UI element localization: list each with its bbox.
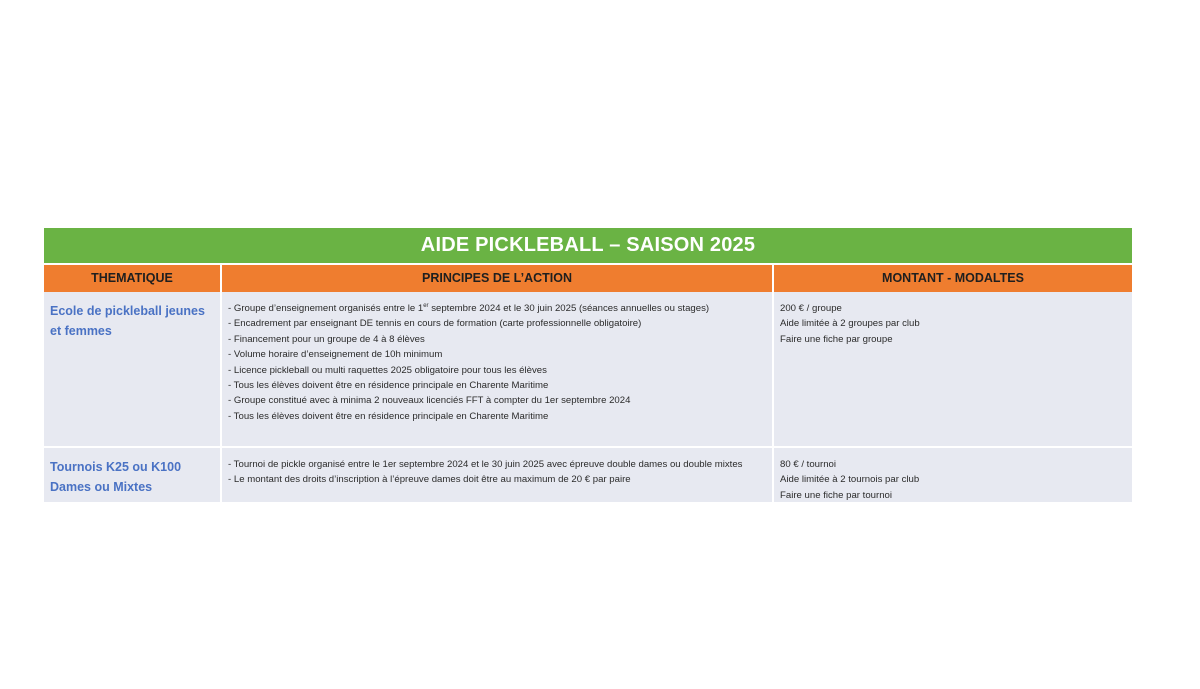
montant-line: Faire une fiche par groupe (780, 333, 893, 345)
list-item: - Tous les élèves doivent être en résidence principale en Charente Maritime (228, 410, 549, 422)
aid-table (44, 228, 1132, 502)
list-item: - Tous les élèves doivent être en résidence principale en Charente Maritime (228, 380, 549, 392)
montant-cell (774, 448, 1132, 502)
montant-cell (774, 292, 1132, 446)
principes-cell (222, 448, 774, 502)
montant-line: Aide limitée à 2 groupes par club (780, 318, 920, 330)
header-row (44, 265, 1132, 292)
header-thematique: THEMATIQUE (44, 265, 222, 292)
thematique-text: Ecole de pickleball jeunes et femmes (50, 304, 205, 338)
header-principes: PRINCIPES DE L’ACTION (222, 265, 774, 292)
list-item: - Financement pour un groupe de 4 à 8 élèves (228, 333, 425, 345)
table-row (44, 292, 1132, 448)
list-item: - Licence pickleball ou multi raquettes 2025 obligatoire pour tous les élèves (228, 364, 547, 376)
montant-line: 80 € / tournoi (780, 459, 837, 470)
principes-cell (222, 292, 774, 446)
list-item: - Tournoi de pickle organisé entre le 1er septembre 2024 et le 30 juin 2025 avec épreuve double dames ou double mixtes (228, 459, 743, 470)
thematique-cell (44, 448, 222, 502)
montant-line: Aide limitée à 2 tournois par club (780, 474, 920, 486)
list-item: - Groupe d’enseignement organisés entre le 1er septembre 2024 et le 30 juin 2025 (séances annuelles ou stages) (228, 302, 710, 314)
thematique-text: Tournois K25 ou K100 Dames ou Mixtes (50, 460, 182, 494)
table-title: AIDE PICKLEBALL – SAISON 2025 (44, 228, 1132, 265)
list-item: - Groupe constitué avec à minima 2 nouveaux licenciés FFT à compter du 1er septembre 2024 (228, 395, 631, 407)
thematique-cell (44, 292, 222, 446)
header-montant: MONTANT - MODALTES (774, 265, 1132, 292)
principes-list (228, 457, 766, 488)
list-item: - Le montant des droits d’inscription à l’épreuve dames doit être au maximum de 20 € par paire (228, 474, 631, 486)
table-row (44, 448, 1132, 502)
list-item: - Volume horaire d’enseignement de 10h minimum (228, 349, 443, 361)
montant-line: 200 € / groupe (780, 303, 842, 314)
montant-line: Faire une fiche par tournoi (780, 489, 892, 501)
principes-list (228, 301, 766, 424)
list-item: - Encadrement par enseignant DE tennis en cours de formation (carte professionnelle obligatoire) (228, 318, 642, 330)
